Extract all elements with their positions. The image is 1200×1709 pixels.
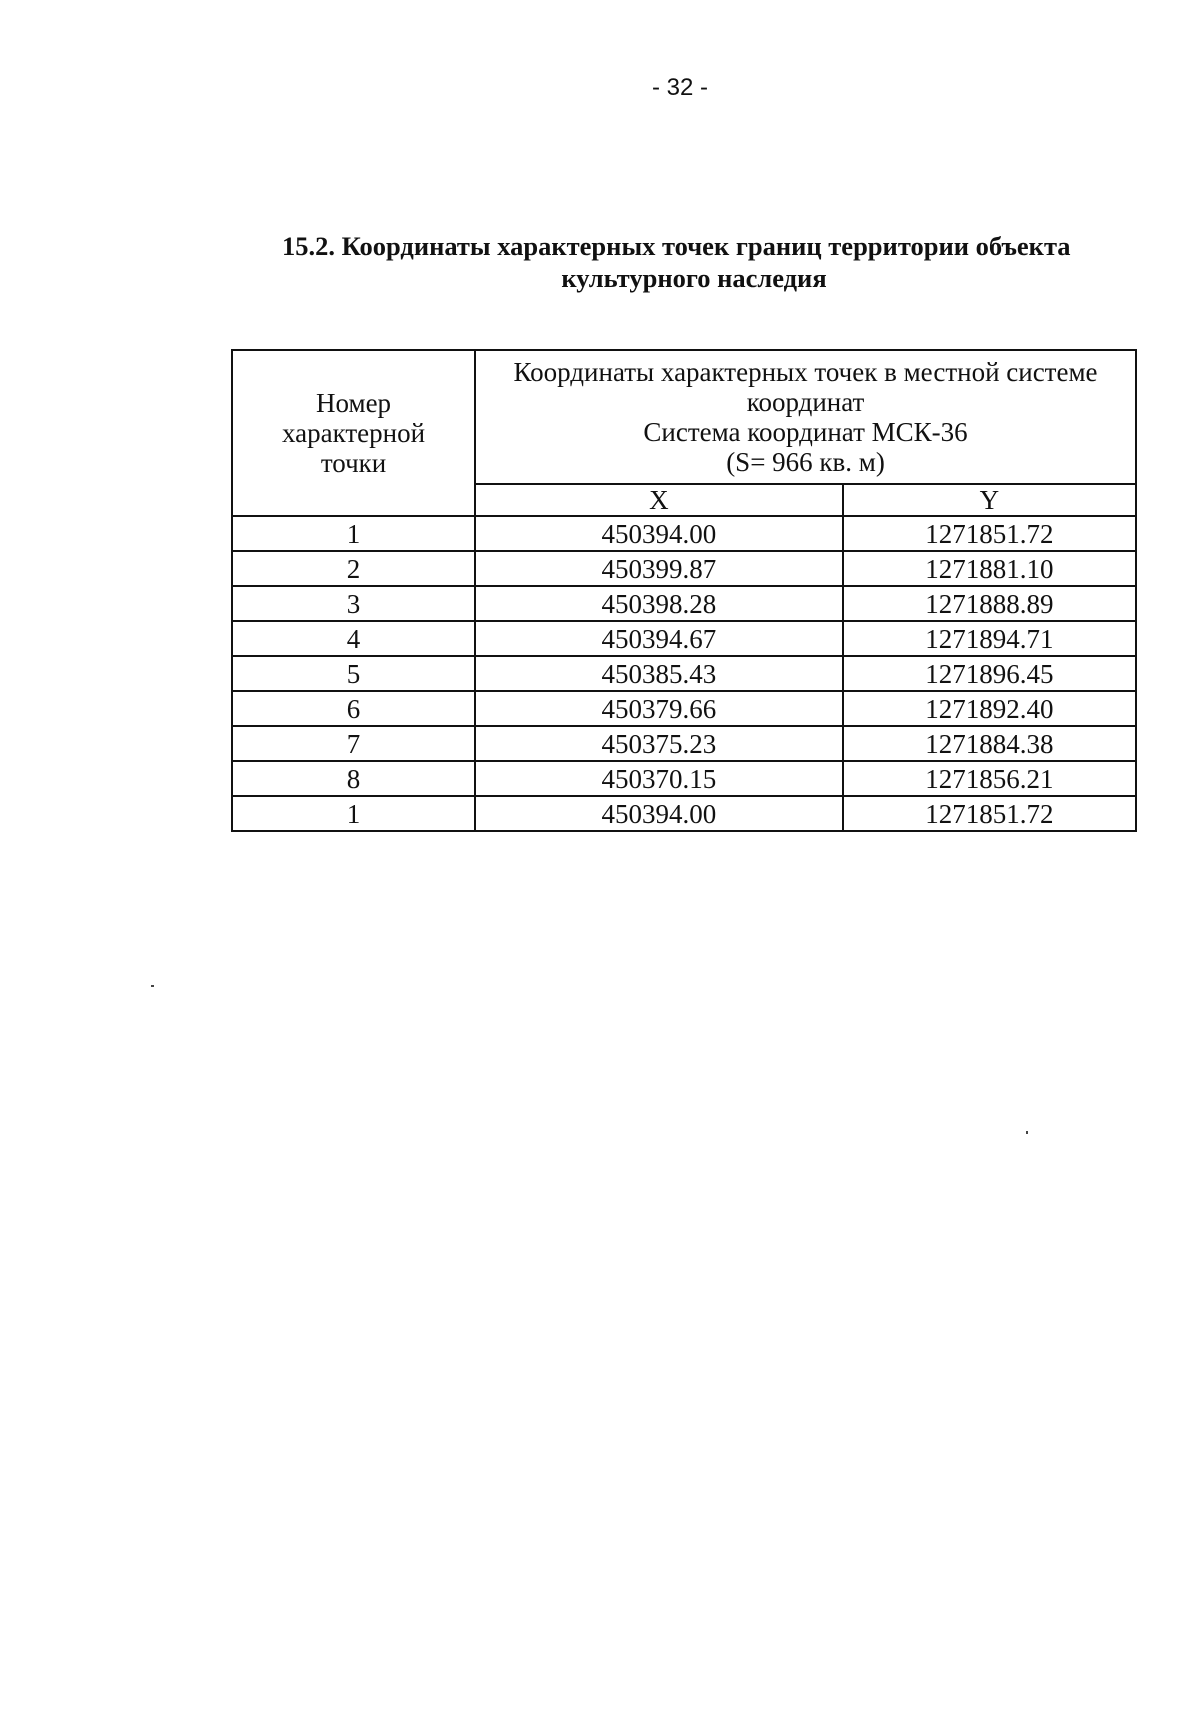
table-row [232, 551, 1136, 586]
point-number-cell: 1 [232, 796, 475, 831]
point-number-cell: 4 [232, 621, 475, 656]
x-coordinate-cell: 450375.23 [475, 726, 843, 761]
y-coordinate-cell: 1271892.40 [843, 691, 1136, 726]
y-coordinate-cell: 1271888.89 [843, 586, 1136, 621]
scan-speck [1026, 1131, 1028, 1134]
point-number-header-line: точки [320, 448, 387, 478]
y-column-header: Y [843, 484, 1136, 516]
x-coordinate-cell: 450385.43 [475, 656, 843, 691]
table-row [232, 761, 1136, 796]
point-number-header-line: характерной [282, 418, 426, 448]
y-coordinate-cell: 1271894.71 [843, 621, 1136, 656]
point-number-cell: 5 [232, 656, 475, 691]
coordinates-header-line: Система координат МСК-36 [643, 417, 968, 447]
page-number: - 32 - [651, 74, 708, 101]
coordinates-header-line: Координаты характерных точек в местной системе [513, 357, 1098, 387]
x-coordinate-cell: 450394.00 [475, 796, 843, 831]
table-row [232, 621, 1136, 656]
point-number-cell: 7 [232, 726, 475, 761]
y-coordinate-cell: 1271896.45 [843, 656, 1136, 691]
table-row [232, 516, 1136, 551]
section-heading [282, 230, 1142, 294]
coordinates-header-line: координат [746, 387, 865, 417]
point-number-cell: 1 [232, 516, 475, 551]
x-column-header: X [475, 484, 843, 516]
y-coordinate-cell: 1271851.72 [843, 516, 1136, 551]
section-heading-line-1: 15.2. Координаты характерных точек границ территории объекта [282, 231, 1071, 261]
x-coordinate-cell: 450394.00 [475, 516, 843, 551]
x-coordinate-cell: 450370.15 [475, 761, 843, 796]
point-number-cell: 6 [232, 691, 475, 726]
point-number-cell: 3 [232, 586, 475, 621]
section-heading-line-2: культурного наследия [561, 263, 827, 293]
coordinates-header [475, 350, 1136, 484]
x-coordinate-cell: 450394.67 [475, 621, 843, 656]
point-number-header-line: Номер [316, 388, 392, 418]
table-row [232, 726, 1136, 761]
point-number-header [232, 350, 475, 516]
coordinates-table [231, 349, 1137, 832]
y-coordinate-cell: 1271881.10 [843, 551, 1136, 586]
point-number-cell: 8 [232, 761, 475, 796]
point-number-cell: 2 [232, 551, 475, 586]
table-row [232, 586, 1136, 621]
table-row [232, 656, 1136, 691]
x-coordinate-cell: 450399.87 [475, 551, 843, 586]
y-coordinate-cell: 1271884.38 [843, 726, 1136, 761]
scan-speck [151, 985, 154, 987]
coordinates-header-line: (S= 966 кв. м) [726, 447, 885, 477]
y-coordinate-cell: 1271851.72 [843, 796, 1136, 831]
table-row [232, 796, 1136, 831]
y-coordinate-cell: 1271856.21 [843, 761, 1136, 796]
x-coordinate-cell: 450379.66 [475, 691, 843, 726]
x-coordinate-cell: 450398.28 [475, 586, 843, 621]
table-row [232, 691, 1136, 726]
